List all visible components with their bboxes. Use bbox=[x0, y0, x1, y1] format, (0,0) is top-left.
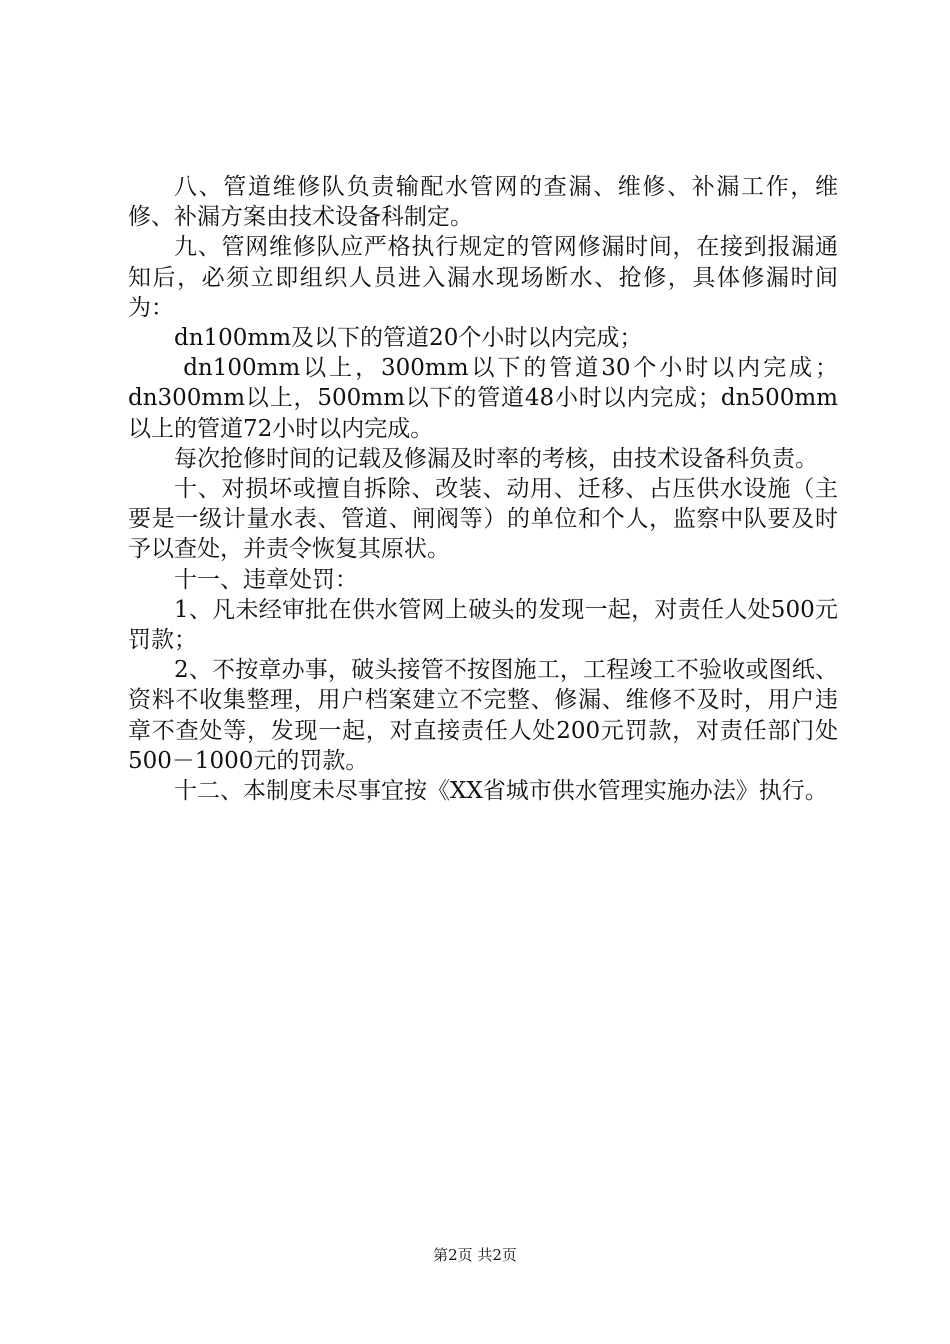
paragraph-11-item-1: 1、凡未经审批在供水管网上破头的发现一起，对责任人处500元罚款； bbox=[128, 596, 838, 654]
paragraph-dn100-above: dn100mm以上，300mm以下的管道30个小时以内完成；dn300mm以上，500mm以下的管道48小时以内完成；dn500mm以上的管道72小时以内完成。 bbox=[128, 355, 838, 442]
paragraph-record-assessment: 每次抢修时间的记载及修漏及时率的考核，由技术设备科负责。 bbox=[174, 445, 818, 472]
paragraph-11-item-2: 2、不按章办事，破头接管不按图施工，工程竣工不验收或图纸、资料不收集整理，用户档案建立不完整、修漏、维修不及时，用户违章不查处等，发现一起，对直接责任人处200元罚款，对责任部门处500－1000元的罚款。 bbox=[128, 657, 838, 774]
page-footer: 第2页 共2页 bbox=[433, 1246, 517, 1264]
paragraph-dn100-below: dn100mm及以下的管道20个小时以内完成； bbox=[174, 325, 643, 352]
paragraph-12: 十二、本制度未尽事宜按《XX省城市供水管理实施办法》执行。 bbox=[174, 778, 828, 805]
paragraph-9: 九、管网维修队应严格执行规定的管网修漏时间，在接到报漏通知后，必须立即组织人员进入漏水现场断水、抢修，具体修漏时间为： bbox=[128, 234, 838, 321]
paragraph-11: 十一、违章处罚： bbox=[174, 566, 358, 593]
paragraph-10: 十、对损坏或擅自拆除、改装、动用、迁移、占压供水设施（主要是一级计量水表、管道、闸阀等）的单位和个人，监察中队要及时予以查处，并责令恢复其原状。 bbox=[128, 476, 838, 563]
document-body bbox=[128, 172, 838, 806]
paragraph-8: 八、管道维修队负责输配水管网的查漏、维修、补漏工作，维修、补漏方案由技术设备科制定。 bbox=[128, 174, 838, 231]
